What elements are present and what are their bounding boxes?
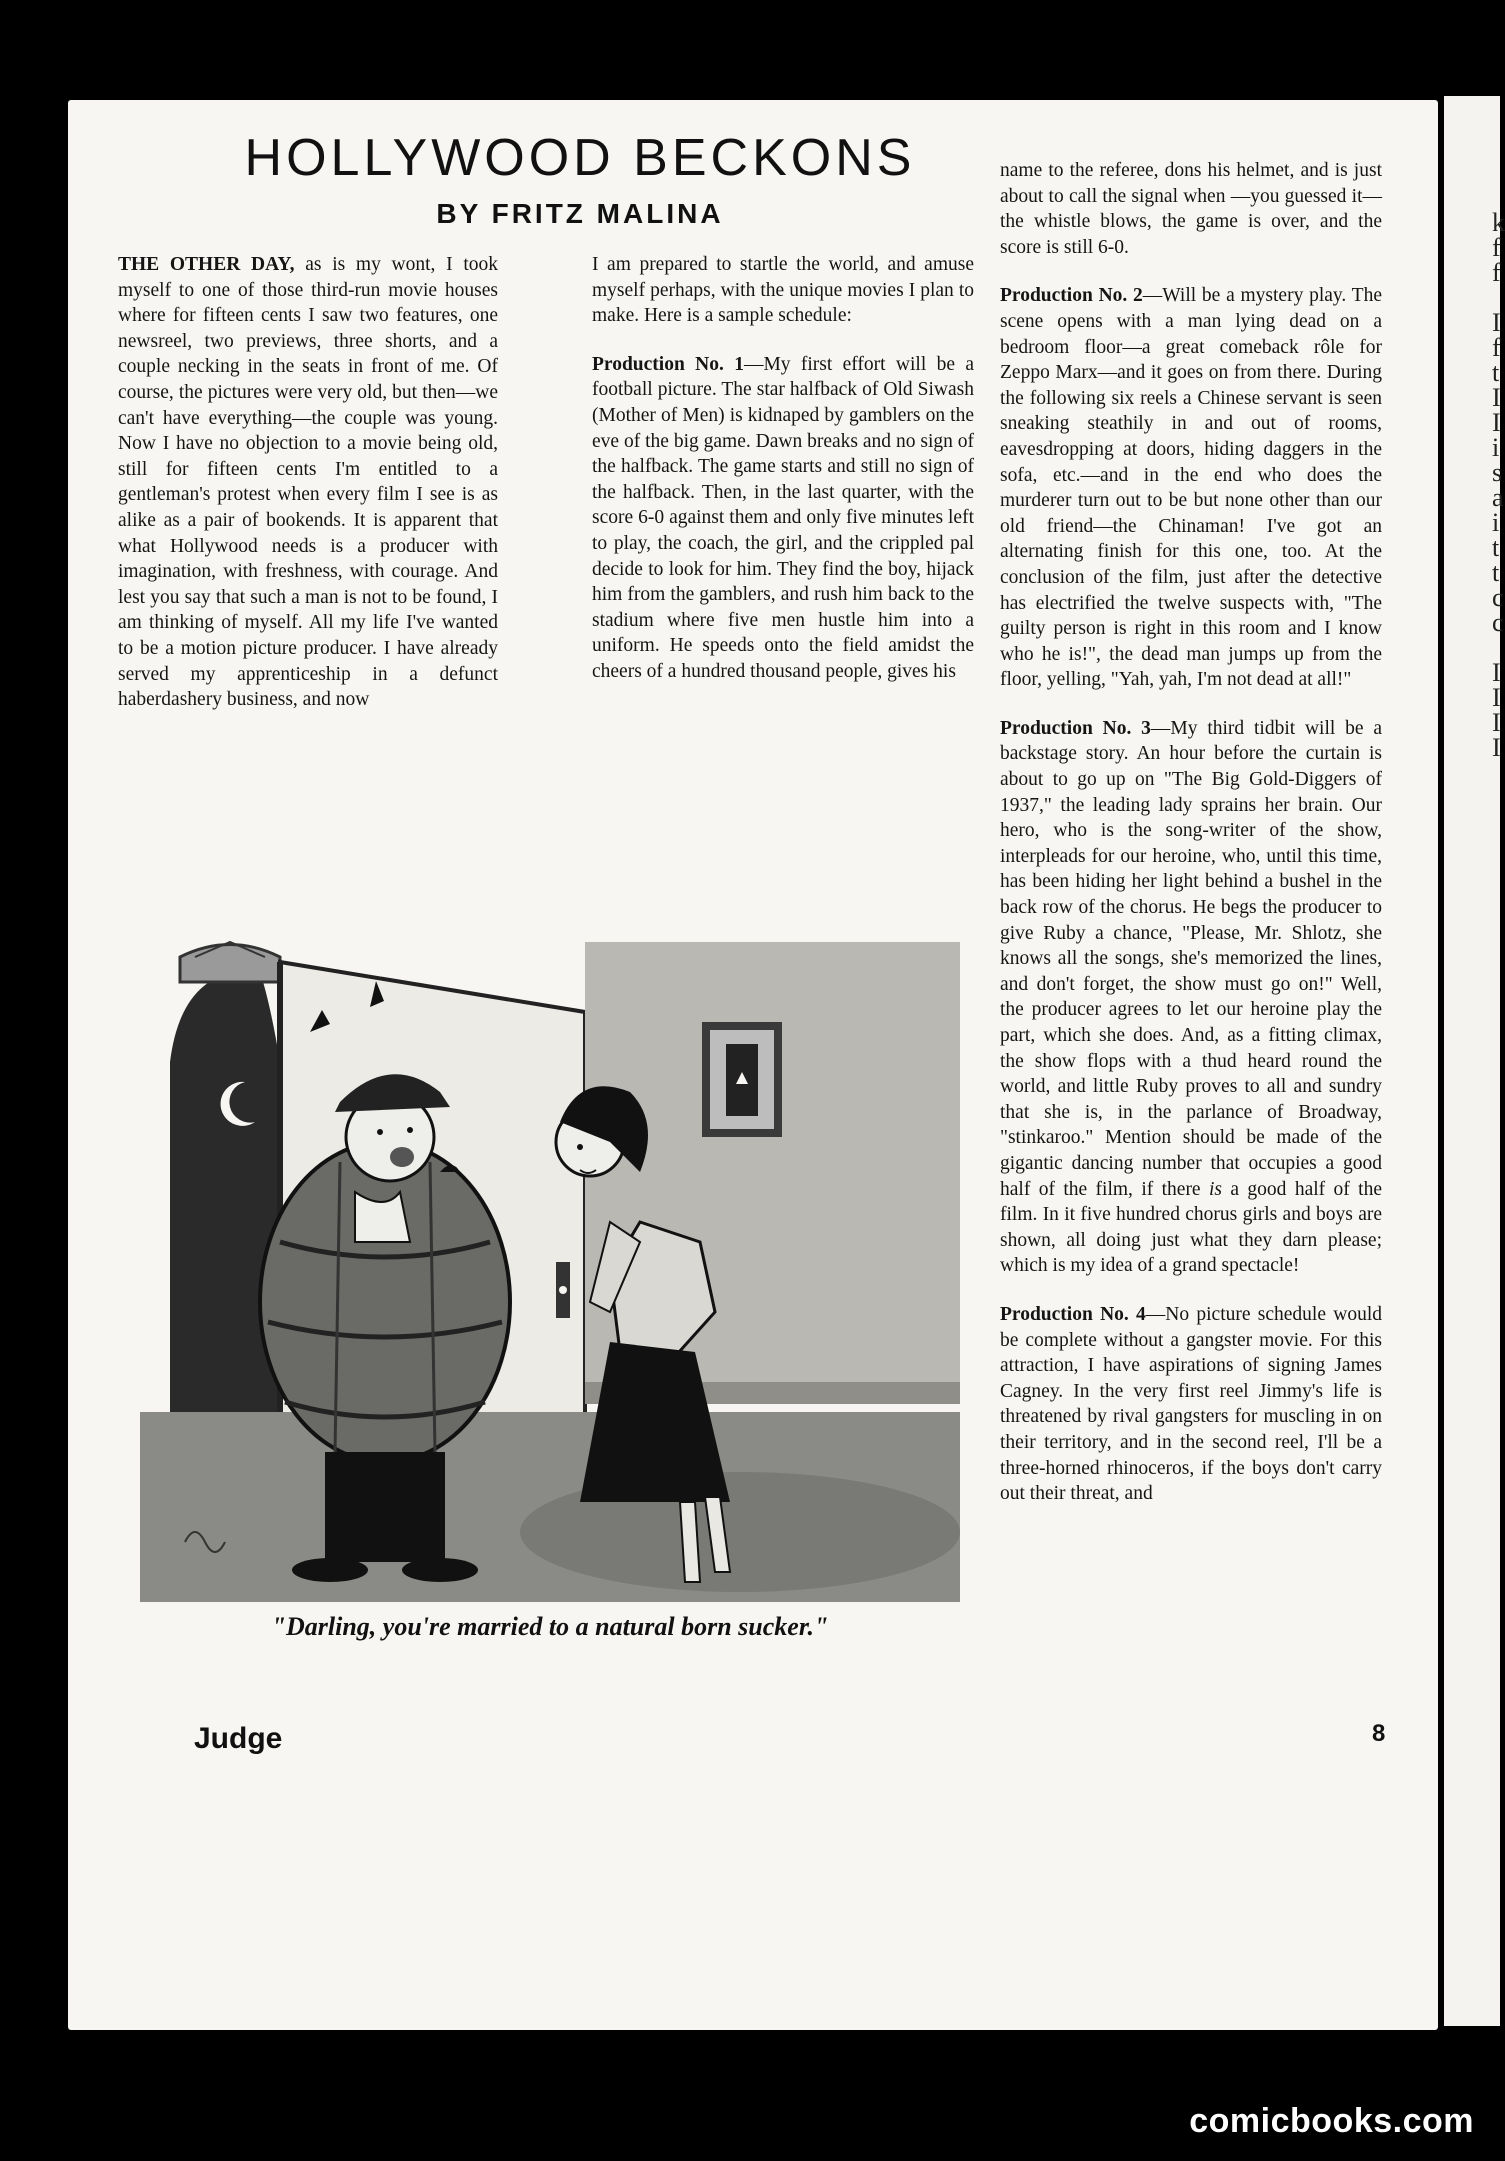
next-page-letter: i: [1492, 508, 1500, 537]
paragraph-text: —No picture schedule would be complete without a gangster movie. For this attraction, I have aspirations of signing James Cagney. In the very first reel Jimmy's life is threatened by rival gangsters for muscling in on their territory, and in the second reel, I'll be a three-horned rhinoceros, if the boys don't carry out their threat, and: [1000, 1303, 1382, 1505]
next-page-letter: f: [1492, 258, 1501, 287]
cartoon-caption: "Darling, you're married to a natural born sucker.": [271, 1612, 829, 1641]
next-page-letter: c: [1492, 583, 1504, 612]
next-page-letter: f: [1492, 233, 1501, 262]
paragraph: [1000, 716, 1382, 1279]
next-page-letter: t: [1492, 358, 1500, 387]
article-byline: BY FRITZ MALINA: [436, 198, 724, 229]
paragraph-text: as is my wont, I took myself to one of those third-run movie houses where for fifteen cents I saw two features, one newsreel, two previews, three shorts, and a couple necking in the seats in front of me. Of course, the pictures were very old, but then—we can't have everything—the couple was young. Now I have no objection to a movie being old, still for fifteen cents I'm entitled to a gentleman's protest when every film I see is as alike as a pair of bookends. It is apparent that what Hollywood needs is a producer with imagination, with freshness, with courage. And lest you say that such a man is not to be found, I am thinking of myself. All my life I've wanted to be a motion picture producer. I have already served my apprenticeship in a defunct haberdashery business, and now: [118, 254, 498, 711]
magazine-name: Judge: [194, 1722, 283, 1755]
watermark: comicbooks.com: [1189, 2102, 1474, 2140]
paragraph: [118, 252, 498, 713]
next-page-letter: I: [1492, 408, 1501, 437]
next-page-letter: I: [1492, 708, 1501, 737]
page-number: 8: [1372, 1720, 1386, 1747]
article-title: HOLLYWOOD BECKONS: [244, 129, 916, 187]
next-page-letter: t: [1492, 533, 1500, 562]
next-page-letter: I: [1492, 683, 1501, 712]
section-heading: Production No. 1: [592, 353, 744, 375]
section-heading: Production No. 2: [1000, 285, 1143, 307]
next-page-edge: [1444, 96, 1505, 2026]
paragraph: name to the referee, dons his helmet, and is just about to call the signal when —you guessed it—the whistle blows, the game is over, and the score is still 6-0.: [1000, 160, 1382, 258]
paragraph: [592, 352, 974, 685]
cartoon-illustration: [140, 942, 960, 1602]
paragraph: [1000, 1302, 1382, 1507]
next-page-letter: f: [1492, 333, 1501, 362]
next-page-letter: s: [1492, 458, 1503, 487]
text-column-1: [118, 252, 498, 736]
next-page-letter: t: [1492, 558, 1500, 587]
next-page-letter: I: [1492, 733, 1501, 762]
next-page-letter: c: [1492, 608, 1504, 637]
paragraph-text: —My first effort will be a football picture. The star halfback of Old Siwash (Mother of Men) is kidnaped by gamblers on the eve of the big game. Dawn breaks and no sign of the halfback. The game starts and still no sign of the halfback. Then, in the last quarter, with the score 6-0 against them and only five minutes left to play, the coach, the girl, and the crippled pal decide to look for him. They find the boy, hijack him from the gamblers, and rush him back to the stadium where five men hustle him into a uniform. He speeds onto the field amidst the cheers of a hundred thousand people, gives his: [592, 353, 974, 682]
next-page-letter: I: [1492, 308, 1501, 337]
section-heading: Production No. 4: [1000, 1303, 1146, 1325]
next-page-letter: i: [1492, 433, 1500, 462]
next-page-letter: k: [1492, 208, 1505, 237]
text-column-3: [1000, 158, 1382, 1530]
paragraph-text: —My third tidbit will be a backstage story. An hour before the curtain is about to go up on "The Big Gold-Diggers of 1937," the leading lady sprains her brain. Our hero, who is the song-writer of the show, interpleads for our heroine, who, until this time, has been hiding her light behind a bushel in the back row of the chorus. He begs the producer to give Ruby a chance, "Please, Mr. Shlotz, she knows all the songs, she's memorized the lines, and don't forget, the show must go on!" Well, the producer agrees to let our heroine play the part, which she does. And, as a fitting climax, the show flops with a thud heard round the world, and little Ruby proves to all and sundry that she is, in the parlance of Broadway, "stinkaroo." Mention should be made of the gigantic dancing number that occupies a good half of the film, if there: [1000, 717, 1383, 1200]
next-page-letter: a: [1492, 483, 1504, 512]
text-column-2: [592, 252, 974, 708]
paragraph-text: a good half of the film. In it five hundred chorus girls and boys are shown, all doing just what they darn please; which is my idea of a grand spectacle!: [1000, 1178, 1382, 1277]
paragraph: [1000, 283, 1382, 693]
paragraph: I am prepared to startle the world, and amuse myself perhaps, with the unique movies I plan to make. Here is a sample schedule:: [592, 254, 974, 327]
next-page-letter: I: [1492, 383, 1501, 412]
section-heading: Production No. 3: [1000, 717, 1151, 739]
paragraph-text: —Will be a mystery play. The scene opens with a man lying dead on a bedroom floor—a great comeback rôle for Zeppo Marx—and it goes on from there. During the following six reels a Chinese servant is seen sneaking steathily in and out of rooms, eavesdropping at doors, hiding daggers in the sofa, etc.—and in the end who does the murderer turn out to be but none other than our old friend—the Chinaman! I've got an alternating finish for this one, too. At the conclusion of the film, just after the detective has electrified the twelve suspects with, "The guilty person is right in this room and I know who he is!", the dead man jumps up from the floor, yelling, "Yah, yah, I'm not dead at all!": [1000, 285, 1382, 691]
lead-in: THE OTHER DAY,: [118, 254, 295, 275]
emphasis: is: [1208, 1178, 1222, 1200]
next-page-letter: I: [1492, 658, 1501, 687]
